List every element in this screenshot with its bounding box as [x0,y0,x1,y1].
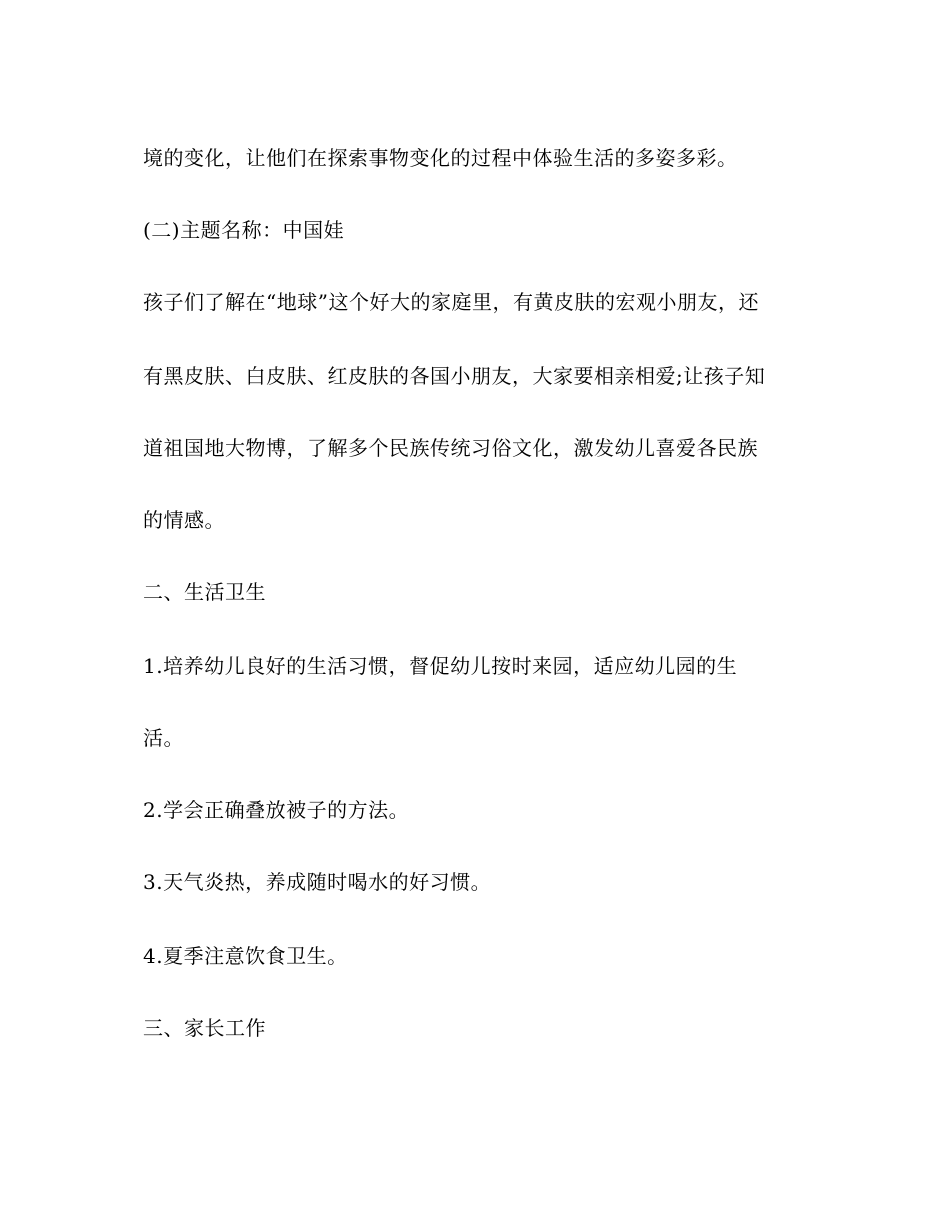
paragraph-line: 境的变化，让他们在探索事物变化的过程中体验生活的多姿多彩。 [143,146,738,170]
section-heading: 二、生活卫生 [143,580,266,604]
paragraph-line: 的情感。 [143,508,225,532]
section-heading: 三、家长工作 [143,1016,266,1040]
list-item: 4.夏季注意饮食卫生。 [143,944,348,968]
paragraph-line: 孩子们了解在“地球”这个好大的家庭里，有黄皮肤的宏观小朋友，还 [143,290,759,314]
paragraph-line: 道祖国地大物博，了解多个民族传统习俗文化，激发幼儿喜爱各民族 [143,436,758,460]
section-heading: (二)主题名称：中国娃 [143,218,345,242]
list-item: 2.学会正确叠放被子的方法。 [143,798,410,822]
list-item: 3.天气炎热，养成随时喝水的好习惯。 [143,870,492,894]
paragraph-line: 有黑皮肤、白皮肤、红皮肤的各国小朋友，大家要相亲相爱;让孩子知 [143,364,766,388]
list-item: 1.培养幼儿良好的生活习惯，督促幼儿按时来园，适应幼儿园的生 [143,654,738,678]
list-item-continuation: 活。 [143,726,184,750]
